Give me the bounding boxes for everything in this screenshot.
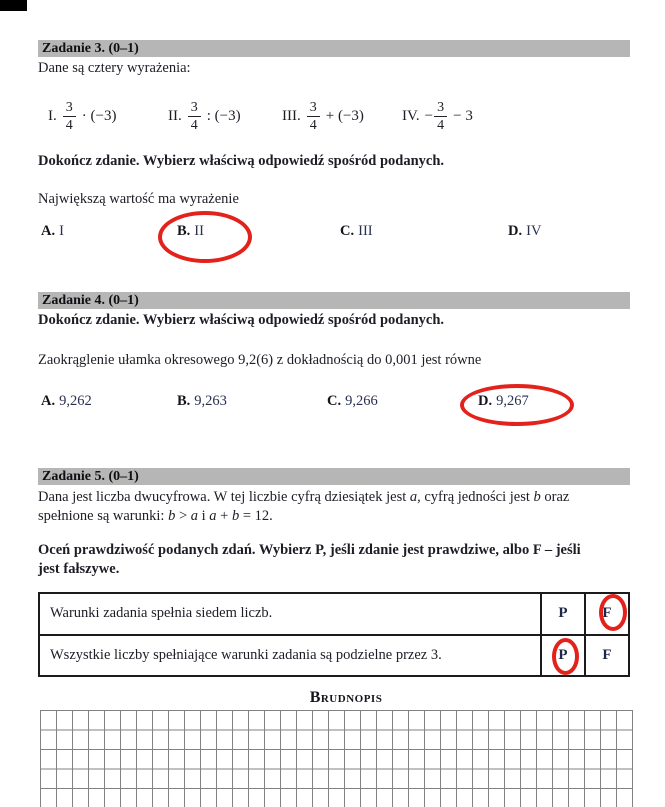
expression-label: IV. (402, 107, 420, 124)
p-cell: P (540, 594, 584, 634)
expression-operator: · (−3) (81, 107, 117, 124)
fraction (188, 100, 201, 133)
fraction-denominator: 4 (190, 117, 198, 133)
fraction-numerator: 3 (188, 100, 201, 117)
expression-label: III. (282, 107, 301, 124)
task4-instruction: Dokończ zdanie. Wybierz właściwą odpowiedź spośród podanych. (38, 312, 445, 328)
expression-operator: : (−3) (206, 107, 241, 124)
task3-answer-b: B. II (177, 223, 204, 239)
table-row (40, 634, 628, 676)
true-false-table (38, 592, 630, 677)
task4-header: Zadanie 4. (0–1) (38, 292, 630, 309)
statement-cell: Warunki zadania spełnia siedem liczb. (50, 605, 273, 622)
answer-circle-annotation (158, 211, 252, 263)
expression-sign: − (424, 107, 434, 124)
task4-answer-d: D. 9,267 (478, 393, 529, 409)
p-cell: P (540, 636, 584, 676)
task3-expression-3 (282, 96, 364, 136)
scratch-grid (40, 710, 633, 807)
fraction-denominator: 4 (65, 117, 73, 133)
task5-instruction-line1: Oceń prawdziwość podanych zdań. Wybierz P, jeśli zdanie jest prawdziwe, albo F – jeśli (38, 542, 581, 558)
answer-circle-annotation (599, 594, 627, 631)
fraction-numerator: 3 (63, 100, 76, 117)
corner-mark (0, 0, 27, 11)
fraction-denominator: 4 (309, 117, 317, 133)
task5-description-line2: spełnione są warunki: b > a i a + b = 12. (38, 508, 273, 524)
task3-expression-4 (402, 96, 473, 136)
answer-circle-annotation (460, 384, 574, 426)
expression-label: II. (168, 107, 182, 124)
task3-answer-a: A. I (41, 223, 64, 239)
task3-answer-d: D. IV (508, 223, 542, 239)
table-row (40, 594, 628, 634)
task4-answer-c: C. 9,266 (327, 393, 378, 409)
expression-label: I. (48, 107, 57, 124)
answer-circle-annotation (552, 638, 579, 675)
task3-prompt: Największą wartość ma wyrażenie (38, 191, 239, 207)
f-cell: F (584, 636, 628, 676)
task3-answer-c: C. III (340, 223, 373, 239)
statement-cell: Wszystkie liczby spełniające warunki zadania są podzielne przez 3. (50, 646, 442, 663)
task4-question: Zaokrąglenie ułamka okresowego 9,2(6) z dokładnością do 0,001 jest równe (38, 352, 482, 368)
task3-expression-1 (48, 96, 116, 136)
task5-instruction-line2: jest fałszywe. (38, 561, 120, 577)
expression-operator: + (−3) (325, 107, 364, 124)
task5-header: Zadanie 5. (0–1) (38, 468, 630, 485)
task4-answer-a: A. 9,262 (41, 393, 92, 409)
scratch-section-title: Brudnopis (309, 689, 383, 706)
task3-intro: Dane są cztery wyrażenia: (38, 60, 191, 76)
task3-header: Zadanie 3. (0–1) (38, 40, 630, 57)
f-cell: F (584, 594, 628, 634)
task3-instruction: Dokończ zdanie. Wybierz właściwą odpowiedź spośród podanych. (38, 153, 445, 169)
fraction (63, 100, 76, 133)
task5-description-line1: Dana jest liczba dwucyfrowa. W tej liczbie cyfrą dziesiątek jest a, cyfrą jedności jest b oraz (38, 489, 570, 505)
task3-expression-2 (168, 96, 241, 136)
fraction-numerator: 3 (307, 100, 320, 117)
task4-answer-b: B. 9,263 (177, 393, 227, 409)
fraction-numerator: 3 (434, 100, 447, 117)
fraction (434, 100, 447, 133)
fraction (307, 100, 320, 133)
expression-operator: − 3 (453, 107, 473, 124)
fraction-denominator: 4 (437, 117, 445, 133)
